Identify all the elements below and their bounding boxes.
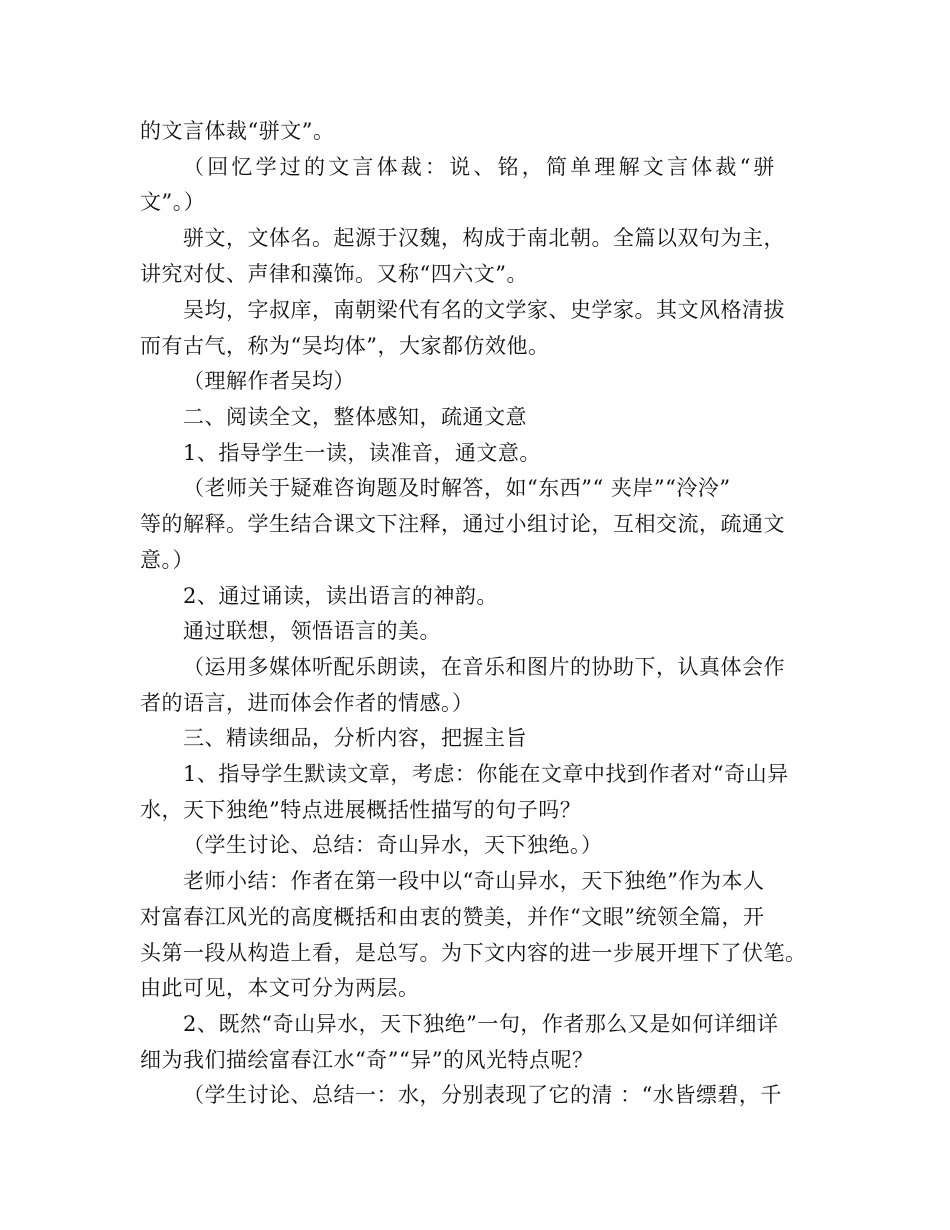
- text-line: 1、指导学生一读，读准音，通文意。: [183, 441, 541, 465]
- text-line: 2、既然“奇山异水，天下独绝”一句，作者那么又是如何详细详: [183, 1012, 779, 1036]
- text-line: 而有古气，称为“吴均体”，大家都仿效他。: [140, 334, 550, 358]
- text-line: 文”。）: [140, 190, 206, 214]
- text-line: 骈文，文体名。起源于汉魏，构成于南北朝。全篇以双句为主，: [183, 226, 785, 250]
- text-line: （老师关于疑难咨询题及时解答，如“东西”“ 夹岸”“泠泠”: [183, 476, 731, 500]
- text-line: （运用多媒体听配乐朗读，在音乐和图片的协助下，认真体会作: [183, 655, 785, 679]
- text-line: 吴均，字叔庠，南朝梁代有名的文学家、史学家。其文风格清拔: [183, 298, 785, 322]
- text-line: 1、指导学生默读文章，考虑：你能在文章中找到作者对“奇山异: [183, 762, 789, 786]
- text-line: 老师小结：作者在第一段中以“奇山异水，天下独绝”作为本人: [183, 869, 765, 893]
- text-line: 头第一段从构造上看，是总写。为下文内容的进一步展开埋下了伏笔。: [140, 941, 807, 965]
- text-line: 意。）: [140, 548, 194, 572]
- text-line: 通过联想，领悟语言的美。: [183, 619, 441, 643]
- text-line: 的文言体裁“骈文”。: [140, 119, 335, 143]
- text-line: 等的解释。学生结合课文下注释，通过小组讨论，互相交流，疏通文: [140, 512, 785, 536]
- text-line: （学生讨论、总结一：水，分别表现了它的清 ：“水皆缥碧，千: [183, 1083, 782, 1107]
- text-line: （回忆学过的文言体裁：说、铭，简单理解文言体裁“骈: [183, 155, 778, 179]
- text-line: （理解作者吴均）: [183, 369, 355, 393]
- text-line: 由此可见，本文可分为两层。: [140, 976, 420, 1000]
- text-line: 者的语言，进而体会作者的情感。）: [140, 691, 474, 715]
- text-line: 水，天下独绝”特点进展概括性描写的句子吗？: [140, 798, 582, 822]
- section-heading: 三、精读细品，分析内容，把握主旨: [183, 726, 527, 750]
- section-heading: 二、阅读全文，整体感知，疏通文意: [183, 405, 527, 429]
- text-line: （学生讨论、总结：奇山异水，天下独绝。）: [183, 833, 603, 857]
- text-line: 2、通过诵读，读出语言的神韵。: [183, 584, 498, 608]
- text-line: 讲究对仗、声律和藻饰。又称“四六文”。: [140, 262, 528, 286]
- text-line: 对富春江风光的高度概括和由衷的赞美，并作“文眼”统领全篇，开: [140, 905, 765, 929]
- text-line: 细为我们描绘富春江水“奇”“异”的风光特点呢？: [140, 1048, 594, 1072]
